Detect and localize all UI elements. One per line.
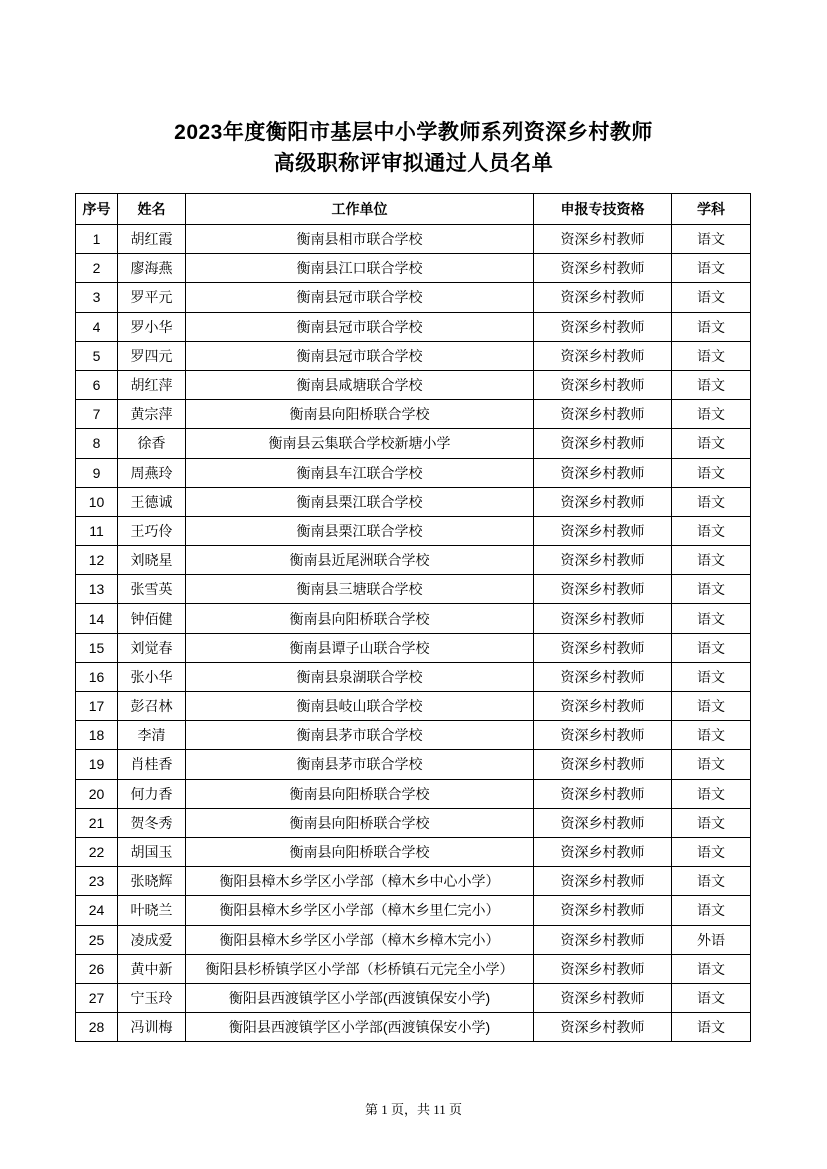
cell-index: 15 <box>76 633 118 662</box>
cell-index: 24 <box>76 896 118 925</box>
cell-index: 3 <box>76 283 118 312</box>
roster-table <box>75 193 751 1042</box>
table-row <box>76 662 751 691</box>
cell-index: 16 <box>76 662 118 691</box>
table-row <box>76 225 751 254</box>
cell-index: 2 <box>76 254 118 283</box>
cell-subject: 语文 <box>672 516 751 545</box>
cell-workplace: 衡南县向阳桥联合学校 <box>186 604 534 633</box>
cell-name: 黄中新 <box>118 954 186 983</box>
cell-workplace: 衡南县云集联合学校新塘小学 <box>186 429 534 458</box>
table-row <box>76 867 751 896</box>
cell-qualification: 资深乡村教师 <box>534 837 672 866</box>
cell-workplace: 衡南县茅市联合学校 <box>186 721 534 750</box>
cell-workplace: 衡南县向阳桥联合学校 <box>186 808 534 837</box>
cell-qualification: 资深乡村教师 <box>534 662 672 691</box>
cell-subject: 语文 <box>672 837 751 866</box>
header-name: 姓名 <box>118 194 186 225</box>
table-row <box>76 604 751 633</box>
cell-index: 1 <box>76 225 118 254</box>
cell-qualification: 资深乡村教师 <box>534 487 672 516</box>
cell-name: 廖海燕 <box>118 254 186 283</box>
cell-name: 刘晓星 <box>118 546 186 575</box>
cell-workplace: 衡南县近尾洲联合学校 <box>186 546 534 575</box>
cell-subject: 语文 <box>672 254 751 283</box>
cell-index: 7 <box>76 400 118 429</box>
table-row <box>76 516 751 545</box>
cell-subject: 语文 <box>672 546 751 575</box>
cell-subject: 语文 <box>672 370 751 399</box>
cell-workplace: 衡南县向阳桥联合学校 <box>186 779 534 808</box>
cell-qualification: 资深乡村教师 <box>534 575 672 604</box>
cell-name: 刘觉春 <box>118 633 186 662</box>
header-index: 序号 <box>76 194 118 225</box>
cell-qualification: 资深乡村教师 <box>534 370 672 399</box>
cell-workplace: 衡南县咸塘联合学校 <box>186 370 534 399</box>
cell-workplace: 衡南县泉湖联合学校 <box>186 662 534 691</box>
cell-qualification: 资深乡村教师 <box>534 954 672 983</box>
cell-workplace: 衡阳县西渡镇学区小学部(西渡镇保安小学) <box>186 1013 534 1042</box>
cell-name: 罗四元 <box>118 341 186 370</box>
cell-subject: 语文 <box>672 779 751 808</box>
table-row <box>76 721 751 750</box>
cell-index: 22 <box>76 837 118 866</box>
cell-name: 胡国玉 <box>118 837 186 866</box>
cell-index: 6 <box>76 370 118 399</box>
cell-index: 8 <box>76 429 118 458</box>
cell-workplace: 衡阳县樟木乡学区小学部（樟木乡中心小学） <box>186 867 534 896</box>
table-row <box>76 692 751 721</box>
table-row <box>76 341 751 370</box>
title-line-2: 高级职称评审拟通过人员名单 <box>273 152 554 175</box>
cell-index: 19 <box>76 750 118 779</box>
cell-name: 罗小华 <box>118 312 186 341</box>
cell-subject: 语文 <box>672 341 751 370</box>
cell-subject: 语文 <box>672 575 751 604</box>
cell-name: 张雪英 <box>118 575 186 604</box>
cell-workplace: 衡南县栗江联合学校 <box>186 487 534 516</box>
cell-workplace: 衡南县三塘联合学校 <box>186 575 534 604</box>
cell-workplace: 衡阳县杉桥镇学区小学部（杉桥镇石元完全小学） <box>186 954 534 983</box>
cell-workplace: 衡南县车江联合学校 <box>186 458 534 487</box>
cell-name: 宁玉玲 <box>118 983 186 1012</box>
cell-qualification: 资深乡村教师 <box>534 312 672 341</box>
cell-qualification: 资深乡村教师 <box>534 429 672 458</box>
cell-subject: 语文 <box>672 283 751 312</box>
cell-index: 28 <box>76 1013 118 1042</box>
cell-qualification: 资深乡村教师 <box>534 721 672 750</box>
cell-subject: 语文 <box>672 429 751 458</box>
cell-qualification: 资深乡村教师 <box>534 604 672 633</box>
cell-name: 胡红萍 <box>118 370 186 399</box>
cell-name: 黄宗萍 <box>118 400 186 429</box>
cell-qualification: 资深乡村教师 <box>534 458 672 487</box>
table-row <box>76 575 751 604</box>
cell-name: 李清 <box>118 721 186 750</box>
table-row <box>76 779 751 808</box>
table-row <box>76 808 751 837</box>
cell-subject: 语文 <box>672 400 751 429</box>
header-qualification: 申报专技资格 <box>534 194 672 225</box>
cell-index: 10 <box>76 487 118 516</box>
cell-index: 9 <box>76 458 118 487</box>
cell-qualification: 资深乡村教师 <box>534 546 672 575</box>
cell-qualification: 资深乡村教师 <box>534 983 672 1012</box>
cell-subject: 外语 <box>672 925 751 954</box>
cell-qualification: 资深乡村教师 <box>534 779 672 808</box>
cell-name: 肖桂香 <box>118 750 186 779</box>
cell-workplace: 衡南县栗江联合学校 <box>186 516 534 545</box>
cell-name: 叶晓兰 <box>118 896 186 925</box>
cell-qualification: 资深乡村教师 <box>534 925 672 954</box>
table-row <box>76 370 751 399</box>
cell-index: 26 <box>76 954 118 983</box>
table-row <box>76 633 751 662</box>
cell-name: 张小华 <box>118 662 186 691</box>
cell-subject: 语文 <box>672 312 751 341</box>
cell-workplace: 衡阳县樟木乡学区小学部（樟木乡里仁完小） <box>186 896 534 925</box>
table-row <box>76 750 751 779</box>
cell-qualification: 资深乡村教师 <box>534 867 672 896</box>
table-header-row <box>76 194 751 225</box>
page-footer: 第 1 页，共 11 页 <box>364 1102 463 1117</box>
cell-qualification: 资深乡村教师 <box>534 225 672 254</box>
table-row <box>76 546 751 575</box>
cell-subject: 语文 <box>672 604 751 633</box>
cell-index: 25 <box>76 925 118 954</box>
cell-qualification: 资深乡村教师 <box>534 1013 672 1042</box>
cell-subject: 语文 <box>672 750 751 779</box>
cell-name: 冯训梅 <box>118 1013 186 1042</box>
cell-qualification: 资深乡村教师 <box>534 283 672 312</box>
cell-workplace: 衡南县谭子山联合学校 <box>186 633 534 662</box>
cell-subject: 语文 <box>672 633 751 662</box>
cell-workplace: 衡南县向阳桥联合学校 <box>186 837 534 866</box>
table-row <box>76 400 751 429</box>
cell-workplace: 衡南县茅市联合学校 <box>186 750 534 779</box>
cell-name: 何力香 <box>118 779 186 808</box>
cell-qualification: 资深乡村教师 <box>534 896 672 925</box>
cell-index: 27 <box>76 983 118 1012</box>
cell-qualification: 资深乡村教师 <box>534 750 672 779</box>
table-row <box>76 1013 751 1042</box>
cell-name: 周燕玲 <box>118 458 186 487</box>
cell-index: 12 <box>76 546 118 575</box>
cell-subject: 语文 <box>672 954 751 983</box>
cell-subject: 语文 <box>672 692 751 721</box>
cell-qualification: 资深乡村教师 <box>534 516 672 545</box>
cell-subject: 语文 <box>672 1013 751 1042</box>
cell-workplace: 衡南县岐山联合学校 <box>186 692 534 721</box>
table-row <box>76 254 751 283</box>
cell-workplace: 衡南县冠市联合学校 <box>186 283 534 312</box>
cell-name: 凌成爱 <box>118 925 186 954</box>
cell-index: 18 <box>76 721 118 750</box>
cell-index: 21 <box>76 808 118 837</box>
cell-workplace: 衡南县相市联合学校 <box>186 225 534 254</box>
title-line-1: 2023年度衡阳市基层中小学教师系列资深乡村教师 <box>174 121 653 144</box>
table-row <box>76 925 751 954</box>
table-row <box>76 429 751 458</box>
cell-index: 20 <box>76 779 118 808</box>
cell-index: 17 <box>76 692 118 721</box>
cell-qualification: 资深乡村教师 <box>534 692 672 721</box>
cell-name: 王巧伶 <box>118 516 186 545</box>
cell-qualification: 资深乡村教师 <box>534 400 672 429</box>
cell-workplace: 衡阳县樟木乡学区小学部（樟木乡樟木完小） <box>186 925 534 954</box>
cell-index: 4 <box>76 312 118 341</box>
cell-qualification: 资深乡村教师 <box>534 808 672 837</box>
cell-subject: 语文 <box>672 867 751 896</box>
cell-subject: 语文 <box>672 225 751 254</box>
cell-subject: 语文 <box>672 896 751 925</box>
cell-index: 11 <box>76 516 118 545</box>
header-workplace: 工作单位 <box>186 194 534 225</box>
table-row <box>76 487 751 516</box>
cell-subject: 语文 <box>672 662 751 691</box>
cell-name: 胡红霞 <box>118 225 186 254</box>
cell-qualification: 资深乡村教师 <box>534 341 672 370</box>
cell-name: 彭召林 <box>118 692 186 721</box>
cell-subject: 语文 <box>672 983 751 1012</box>
table-row <box>76 458 751 487</box>
cell-index: 13 <box>76 575 118 604</box>
table-body <box>76 225 751 1042</box>
cell-name: 钟佰健 <box>118 604 186 633</box>
cell-index: 5 <box>76 341 118 370</box>
cell-name: 张晓辉 <box>118 867 186 896</box>
cell-workplace: 衡阳县西渡镇学区小学部(西渡镇保安小学) <box>186 983 534 1012</box>
cell-qualification: 资深乡村教师 <box>534 633 672 662</box>
cell-index: 14 <box>76 604 118 633</box>
table-row <box>76 837 751 866</box>
cell-workplace: 衡南县江口联合学校 <box>186 254 534 283</box>
cell-name: 王德诚 <box>118 487 186 516</box>
header-subject: 学科 <box>672 194 751 225</box>
cell-subject: 语文 <box>672 487 751 516</box>
cell-subject: 语文 <box>672 721 751 750</box>
document-title <box>0 117 827 179</box>
cell-index: 23 <box>76 867 118 896</box>
cell-name: 徐香 <box>118 429 186 458</box>
cell-qualification: 资深乡村教师 <box>534 254 672 283</box>
cell-workplace: 衡南县冠市联合学校 <box>186 312 534 341</box>
table-row <box>76 283 751 312</box>
cell-subject: 语文 <box>672 458 751 487</box>
cell-workplace: 衡南县冠市联合学校 <box>186 341 534 370</box>
cell-subject: 语文 <box>672 808 751 837</box>
cell-workplace: 衡南县向阳桥联合学校 <box>186 400 534 429</box>
cell-name: 贺冬秀 <box>118 808 186 837</box>
table-row <box>76 312 751 341</box>
table-row <box>76 983 751 1012</box>
table-row <box>76 954 751 983</box>
table-row <box>76 896 751 925</box>
cell-name: 罗平元 <box>118 283 186 312</box>
